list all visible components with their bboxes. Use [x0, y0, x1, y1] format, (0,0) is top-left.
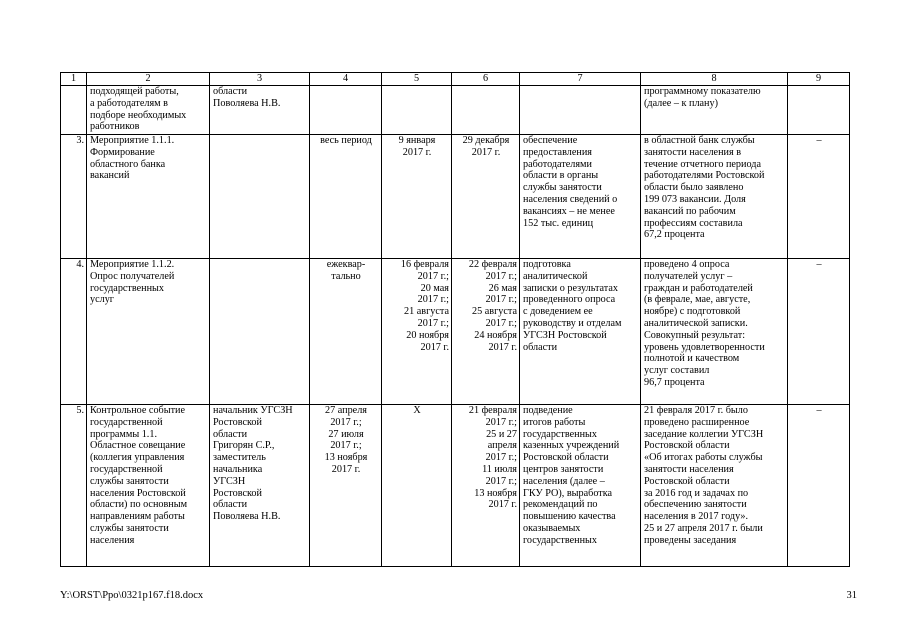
header-cell: 6 [452, 73, 520, 86]
expected-result-cell [520, 86, 641, 135]
start-date-cell: 9 января 2017 г. [382, 135, 452, 259]
footer-file-path: Y:\ORST\Ppo\0321p167.f18.docx [60, 590, 204, 601]
header-cell: 1 [61, 73, 87, 86]
event-name-cell: Мероприятие 1.1.2. Опрос получателей государственных услуг [87, 259, 210, 405]
page-number: 31 [846, 590, 857, 601]
period-cell: весь период [310, 135, 382, 259]
start-date-cell: Х [382, 405, 452, 567]
expected-result-cell: обеспечение предоставления работодателями области в органы службы занятости населения сведений о вакансиях – не менее 152 тыс. единиц [520, 135, 641, 259]
expected-result-cell: подготовка аналитической записки о результатах проведенного опроса с доведением ее руководству и отделам УГСЗН Ростовской области [520, 259, 641, 405]
end-date-cell: 29 декабря 2017 г. [452, 135, 520, 259]
header-cell: 2 [87, 73, 210, 86]
notes-cell: – [788, 259, 850, 405]
event-name-cell: Контрольное событие государственной программы 1.1. Областное совещание (коллегия управления государственной службы занятости населения Ростовской области) по основным направлениям работы службы занятости населения [87, 405, 210, 567]
event-name-cell: подходящей работы, а работодателям в подборе необходимых работников [87, 86, 210, 135]
table-row [61, 135, 850, 259]
row-number-cell: 3. [61, 135, 87, 259]
period-cell [310, 86, 382, 135]
notes-cell: – [788, 405, 850, 567]
header-cell: 7 [520, 73, 641, 86]
period-cell: 27 апреля 2017 г.; 27 июля 2017 г.; 13 ноября 2017 г. [310, 405, 382, 567]
responsible-cell [210, 135, 310, 259]
header-cell: 8 [641, 73, 788, 86]
header-cell: 4 [310, 73, 382, 86]
table-header-row [61, 73, 850, 86]
end-date-cell: 22 февраля 2017 г.; 26 мая 2017 г.; 25 августа 2017 г.; 24 ноября 2017 г. [452, 259, 520, 405]
actual-result-cell: программному показателю (далее – к плану) [641, 86, 788, 135]
start-date-cell: 16 февраля 2017 г.; 20 мая 2017 г.; 21 августа 2017 г.; 20 ноября 2017 г. [382, 259, 452, 405]
end-date-cell [452, 86, 520, 135]
actual-result-cell: 21 февраля 2017 г. было проведено расширенное заседание коллегии УГСЗН Ростовской области «Об итогах работы службы занятости населения Ростовской области за 2016 год и задачах по обеспечению занятости населения в 2017 году». 25 и 27 апреля 2017 г. были проведены заседания [641, 405, 788, 567]
event-name-cell: Мероприятие 1.1.1. Формирование областного банка вакансий [87, 135, 210, 259]
report-table [60, 72, 850, 567]
row-number-cell: 4. [61, 259, 87, 405]
row-number-cell: 5. [61, 405, 87, 567]
expected-result-cell: подведение итогов работы государственных казенных учреждений Ростовской области центров занятости населения (далее – ГКУ РО), выработка рекомендаций по повышению качества оказываемых государственных [520, 405, 641, 567]
actual-result-cell: проведено 4 опроса получателей услуг – граждан и работодателей (в феврале, мае, августе, ноябре) с подготовкой аналитической записки. Совокупный результат: уровень удовлетворенности полнотой и качеством услуг составил 96,7 процента [641, 259, 788, 405]
table-row [61, 86, 850, 135]
header-cell: 9 [788, 73, 850, 86]
header-cell: 5 [382, 73, 452, 86]
period-cell: ежеквар- тально [310, 259, 382, 405]
row-number-cell [61, 86, 87, 135]
end-date-cell: 21 февраля 2017 г.; 25 и 27 апреля 2017 г.; 11 июля 2017 г.; 13 ноября 2017 г. [452, 405, 520, 567]
start-date-cell [382, 86, 452, 135]
notes-cell [788, 86, 850, 135]
table-row [61, 259, 850, 405]
notes-cell: – [788, 135, 850, 259]
actual-result-cell: в областной банк службы занятости населения в течение отчетного периода работодателями Ростовской области было заявлено 199 073 вакансии. Доля вакансий по рабочим профессиям составила 67,2 процента [641, 135, 788, 259]
responsible-cell: области Поволяева Н.В. [210, 86, 310, 135]
responsible-cell: начальник УГСЗН Ростовской области Григорян С.Р., заместитель начальника УГСЗН Ростовской области Поволяева Н.В. [210, 405, 310, 567]
header-cell: 3 [210, 73, 310, 86]
table-row [61, 405, 850, 567]
responsible-cell [210, 259, 310, 405]
